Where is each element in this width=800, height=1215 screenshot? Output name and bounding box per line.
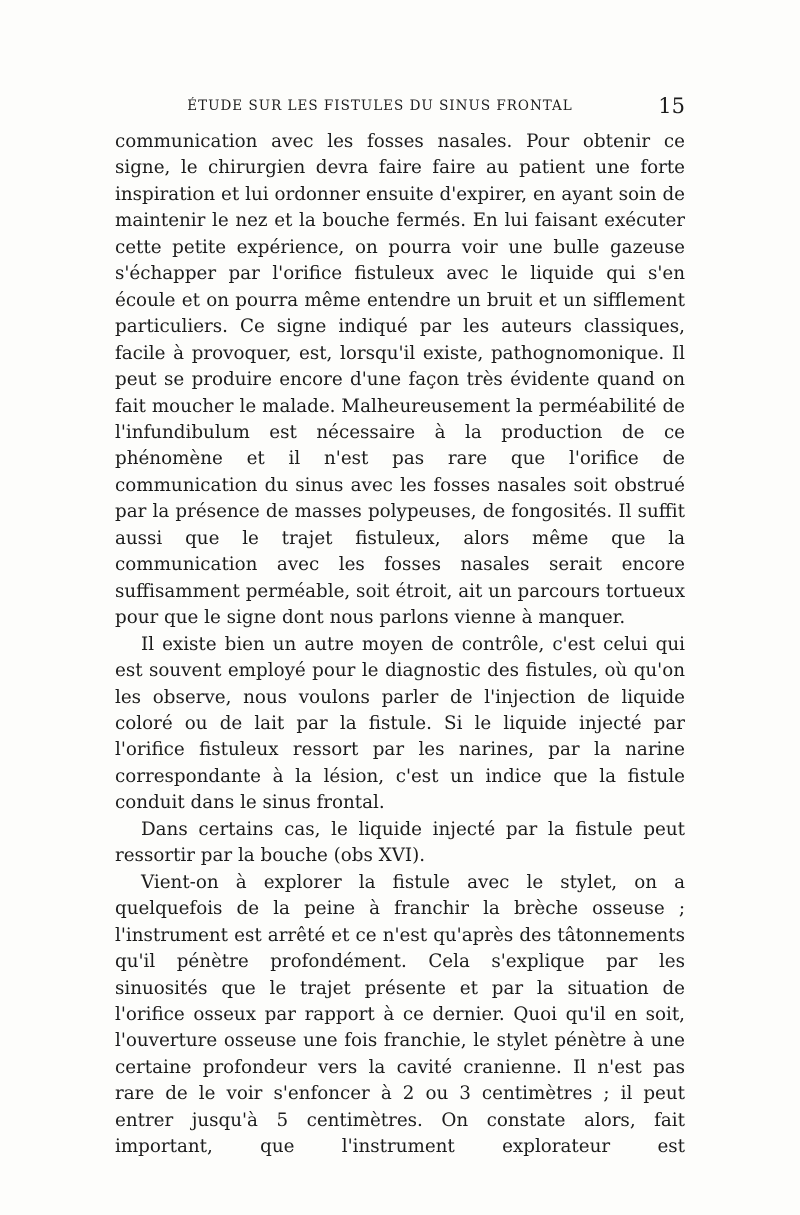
paragraph: communication avec les fosses nasales. Pour obtenir ce signe, le chirurgien devra faire faire au patient une forte inspiration et lui ordonner ensuite d'expirer, en ayant soin de maintenir le nez et la bouche fermés. En lui faisant exécuter cette petite expérience, on pourra voir une bulle gazeuse s'échapper par l'orifice fistuleux avec le liquide qui s'en écoule et on pourra même entendre un bruit et un sifflement particuliers. Ce signe indiqué par les auteurs classiques, facile à provoquer, est, lorsqu'il existe, pathognomonique. Il peut se produire encore d'une façon très évidente quand on fait moucher le malade. Malheureusement la perméabilité de l'infundibulum est nécessaire à la production de ce phénomène et il n'est pas rare que l'orifice de communication du sinus avec les fosses nasales soit obstrué par la présence de masses polypeuses, de fongosités. Il suffit aussi que le trajet fistuleux, alors même que la communication avec les fosses nasales serait encore suffisamment perméable, soit étroit, ait un parcours tortueux pour que le signe dont nous parlons vienne à manquer. xyxy=(115,131,685,629)
paragraph: Il existe bien un autre moyen de contrôle, c'est celui qui est souvent employé pour le diagnostic des fistules, où qu'on les observe, nous voulons parler de l'injection de liquide coloré ou de lait par la fistule. Si le liquide injecté par l'orifice fistuleux ressort par les narines, par la narine correspondante à la lésion, c'est un indice que la fistule conduit dans le sinus frontal. xyxy=(115,633,685,814)
paragraph: Dans certains cas, le liquide injecté par la fistule peut ressortir par la bouche (obs XVI). xyxy=(115,818,685,867)
page-header xyxy=(115,96,685,124)
page-number: 15 xyxy=(658,94,685,118)
running-title: ÉTUDE SUR LES FISTULES DU SINUS FRONTAL xyxy=(187,98,573,114)
page-body xyxy=(115,129,685,1161)
paragraph: Vient-on à explorer la fistule avec le stylet, on a quelquefois de la peine à franchir la brèche osseuse ; l'instrument est arrêté et ce n'est qu'après des tâtonnements qu'il pénètre profondément. Cela s'explique par les sinuosités que le trajet présente et par la situation de l'orifice osseux par rapport à ce dernier. Quoi qu'il en soit, l'ouverture osseuse une fois franchie, le stylet pénètre à une certaine profondeur vers la cavité cranienne. Il n'est pas rare de le voir s'enfoncer à 2 ou 3 centimètres ; il peut entrer jusqu'à 5 centimètres. On constate alors, fait important, que l'instrument explorateur est xyxy=(115,871,685,1158)
